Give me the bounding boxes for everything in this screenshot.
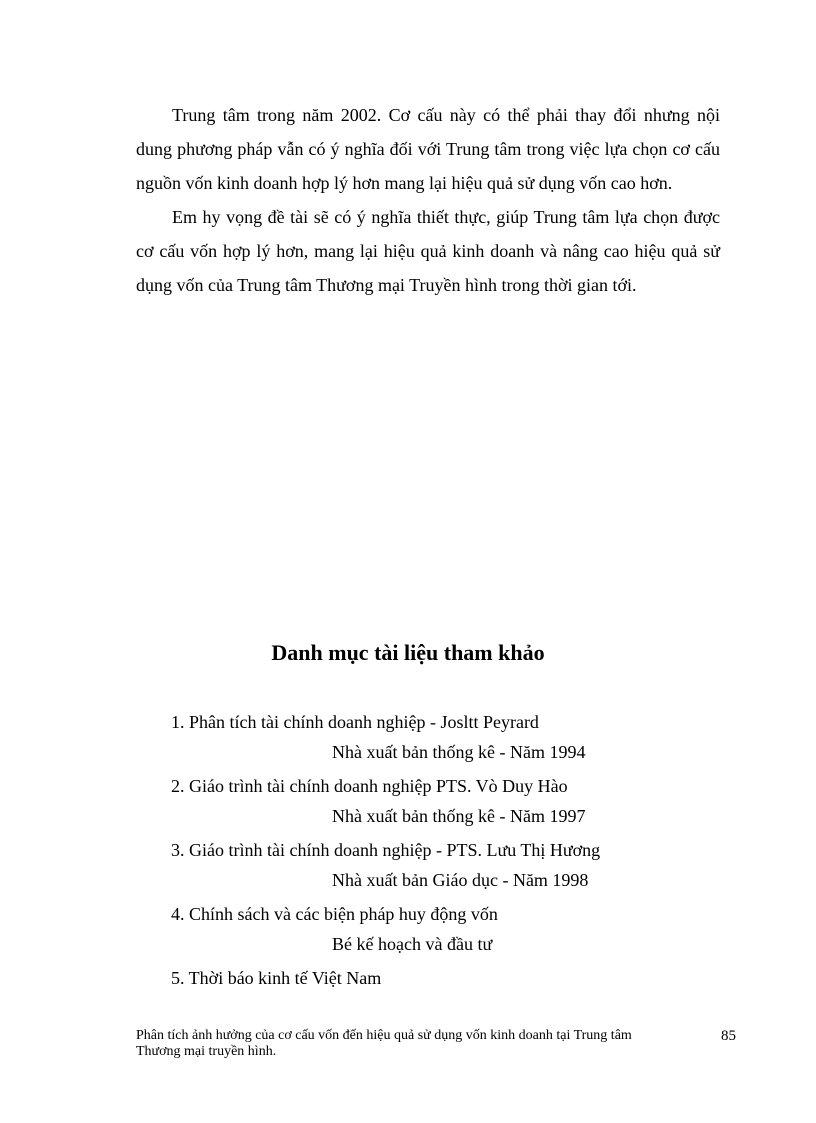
body-paragraph-1: Trung tâm trong năm 2002. Cơ cấu này có thể phải thay đổi nhưng nội dung phương pháp vẫn có ý nghĩa đối với Trung tâm trong việc lựa chọn cơ cấu nguồn vốn kinh doanh hợp lý hơn mang lại hiệu quả sử dụng vốn cao hơn. (136, 105, 720, 193)
reference-publisher: Nhà xuất bản thống kê - Năm 1994 (332, 742, 586, 762)
reference-item-1 (171, 707, 731, 767)
reference-item-4 (171, 899, 731, 959)
page-footer (136, 1028, 736, 1060)
reference-publisher: Bé kế hoạch và đầu tư (332, 934, 493, 954)
reference-title: 4. Chính sách và các biện pháp huy động vốn (171, 904, 498, 924)
footer-text: Phân tích ảnh hưởng của cơ cấu vốn đến hiệu quả sử dụng vốn kinh doanh tại Trung tâm Thương mại truyền hình. (136, 1028, 632, 1059)
reference-publisher: Nhà xuất bản thống kê - Năm 1997 (332, 806, 586, 826)
reference-title: 5. Thời báo kinh tế Việt Nam (171, 968, 382, 988)
reference-title: 3. Giáo trình tài chính doanh nghiệp - PTS. Lưu Thị Hương (171, 840, 601, 860)
reference-title: 1. Phân tích tài chính doanh nghiệp - Josltt Peyrard (171, 712, 539, 732)
reference-item-3 (171, 835, 731, 895)
reference-item-2 (171, 771, 731, 831)
references-list (171, 707, 731, 993)
references-heading: Danh mục tài liệu tham khảo (271, 640, 545, 665)
body-paragraph-2: Em hy vọng đề tài sẽ có ý nghĩa thiết thực, giúp Trung tâm lựa chọn được cơ cấu vốn hợp lý hơn, mang lại hiệu quả kinh doanh và nâng cao hiệu quả sử dụng vốn của Trung tâm Thương mại Truyền hình trong thời gian tới. (136, 207, 720, 295)
body-text (136, 98, 720, 302)
reference-title: 2. Giáo trình tài chính doanh nghiệp PTS. Vò Duy Hào (171, 776, 568, 796)
reference-publisher: Nhà xuất bản Giáo dục - Năm 1998 (332, 870, 589, 890)
reference-item-5 (171, 963, 731, 993)
page-number: 85 (721, 1028, 736, 1044)
